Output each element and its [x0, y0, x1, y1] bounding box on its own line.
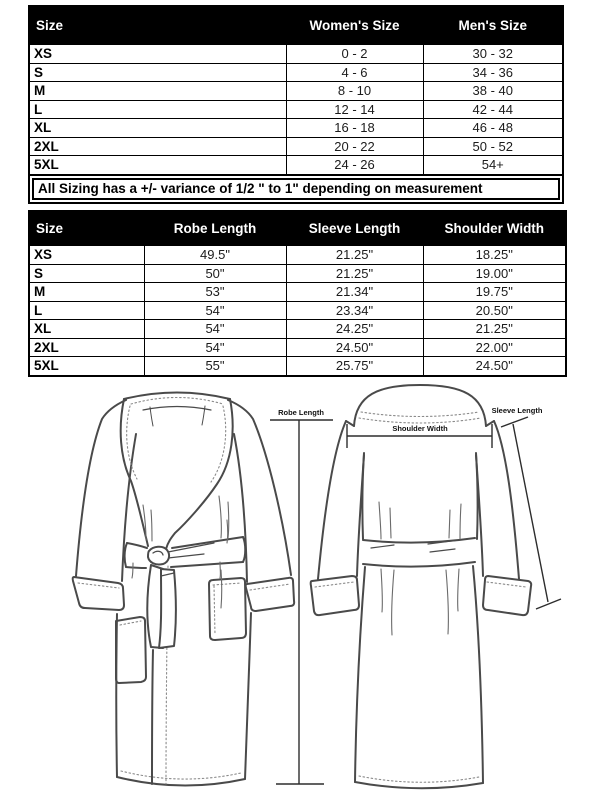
size-cell: 5XL: [29, 156, 286, 175]
shoulder-width-cell: 19.75": [423, 283, 566, 302]
sleeve-length-cell: 21.25": [286, 264, 423, 283]
size-cell: 2XL: [29, 338, 144, 357]
size-cell: XS: [29, 45, 286, 64]
size-cell: M: [29, 82, 286, 101]
size-cell: 5XL: [29, 357, 144, 376]
women-cell: 12 - 14: [286, 100, 423, 119]
column-header-size: Size: [29, 211, 144, 246]
shoulder-width-cell: 24.50": [423, 357, 566, 376]
shoulder-width-cell: 20.50": [423, 301, 566, 320]
front-right-cuff: [246, 578, 294, 611]
table-row: [29, 283, 566, 302]
back-belt: [363, 538, 475, 567]
robe-length-cell: 55": [144, 357, 286, 376]
sleeve-length-cell: 24.50": [286, 338, 423, 357]
men-cell: 34 - 36: [423, 63, 563, 82]
robe-length-cell: 54": [144, 301, 286, 320]
sleeve-length-cell: 24.25": [286, 320, 423, 339]
table-row: [29, 264, 566, 283]
sleeve-length-label: Sleeve Length: [491, 406, 543, 415]
table-row: [29, 301, 566, 320]
men-cell: 42 - 44: [423, 100, 563, 119]
table-row: [29, 137, 563, 156]
gender-size-table: [28, 5, 564, 204]
column-header-womens-size: Women's Size: [286, 6, 423, 45]
table-row: [29, 45, 563, 64]
table-row: [29, 82, 563, 101]
table-row: [29, 357, 566, 376]
size-cell: XL: [29, 320, 144, 339]
measurement-table: [28, 210, 567, 377]
size-cell: L: [29, 100, 286, 119]
column-header-mens-size: Men's Size: [423, 6, 563, 45]
front-right-lapel: [166, 399, 233, 549]
robe-length-line: [270, 420, 333, 784]
table-row: [29, 119, 563, 138]
sleeve-length-cell: 25.75": [286, 357, 423, 376]
header-row: [29, 211, 566, 246]
sleeve-length-annotation: [501, 417, 561, 609]
robe-length-label: Robe Length: [278, 408, 324, 417]
robe-measurement-diagram: [0, 380, 600, 800]
sleeve-length-cell: 23.34": [286, 301, 423, 320]
shoulder-width-label: Shoulder Width: [392, 424, 448, 433]
women-cell: 4 - 6: [286, 63, 423, 82]
table-row: [29, 320, 566, 339]
shoulder-width-cell: 19.00": [423, 264, 566, 283]
robe-length-annotation: [270, 420, 333, 784]
robe-length-cell: 49.5": [144, 246, 286, 265]
sizing-variance-note-cell: [29, 175, 563, 203]
size-cell: S: [29, 264, 144, 283]
robe-length-cell: 54": [144, 338, 286, 357]
robe-length-cell: 50": [144, 264, 286, 283]
column-header-shoulder-width: Shoulder Width: [423, 211, 566, 246]
size-cell: XS: [29, 246, 144, 265]
size-cell: XL: [29, 119, 286, 138]
women-cell: 16 - 18: [286, 119, 423, 138]
sleeve-length-line: [501, 417, 561, 609]
table-row: [29, 246, 566, 265]
table-row: [29, 156, 563, 175]
robe-length-cell: 54": [144, 320, 286, 339]
shoulder-width-cell: 22.00": [423, 338, 566, 357]
measurement-annotations: [270, 406, 561, 784]
women-cell: 20 - 22: [286, 137, 423, 156]
back-gathers: [379, 502, 461, 635]
size-cell: S: [29, 63, 286, 82]
back-right-cuff: [483, 576, 531, 615]
column-header-size: Size: [29, 6, 286, 45]
table-row: [29, 63, 563, 82]
belt-knot: [148, 547, 169, 565]
front-stitching: [78, 398, 290, 785]
women-cell: 8 - 10: [286, 82, 423, 101]
men-cell: 38 - 40: [423, 82, 563, 101]
men-cell: 50 - 52: [423, 137, 563, 156]
header-row: [29, 6, 563, 45]
sleeve-length-cell: 21.25": [286, 246, 423, 265]
front-left-cuff: [73, 577, 124, 610]
size-cell: M: [29, 283, 144, 302]
women-cell: 24 - 26: [286, 156, 423, 175]
front-left-pocket: [116, 617, 146, 683]
shoulder-width-cell: 18.25": [423, 246, 566, 265]
shoulder-width-cell: 21.25": [423, 320, 566, 339]
robe-length-cell: 53": [144, 283, 286, 302]
sleeve-length-cell: 21.34": [286, 283, 423, 302]
men-cell: 54+: [423, 156, 563, 175]
table-row: [29, 100, 563, 119]
size-cell: L: [29, 301, 144, 320]
back-stitching: [315, 412, 526, 782]
size-cell: 2XL: [29, 137, 286, 156]
robe-front-view: [73, 393, 295, 786]
table-row: [29, 338, 566, 357]
column-header-sleeve-length: Sleeve Length: [286, 211, 423, 246]
footnote-row: [29, 175, 563, 203]
women-cell: 0 - 2: [286, 45, 423, 64]
belt-tie-tails: [147, 565, 176, 648]
sizing-variance-note: All Sizing has a +/- variance of 1/2 " to 1" depending on measurement: [32, 178, 560, 200]
column-header-robe-length: Robe Length: [144, 211, 286, 246]
men-cell: 46 - 48: [423, 119, 563, 138]
robe-back-view: [311, 385, 532, 788]
men-cell: 30 - 32: [423, 45, 563, 64]
